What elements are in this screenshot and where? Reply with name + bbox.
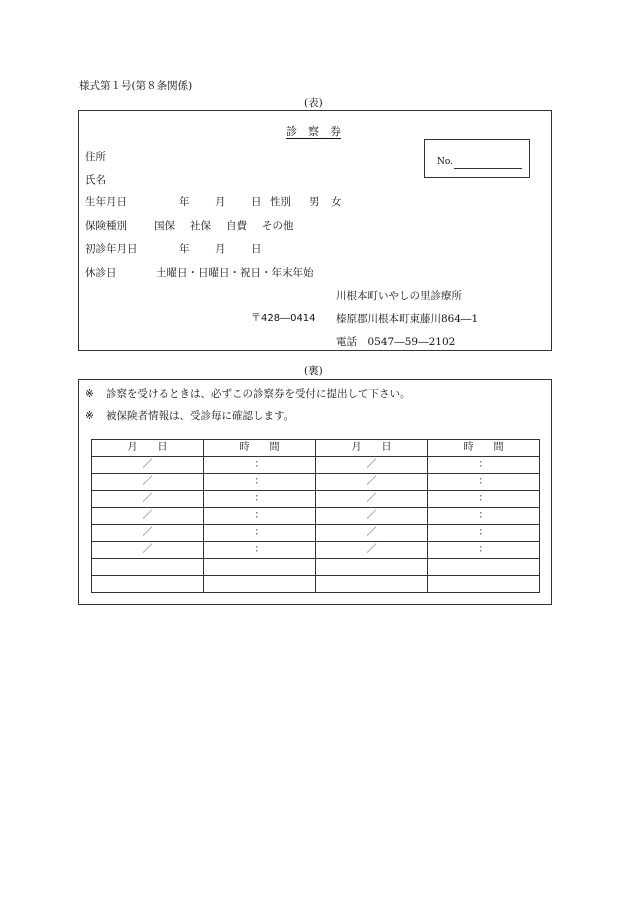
date-cell: ／ [92, 491, 204, 508]
birth-month: 月 [215, 196, 226, 208]
note-2: 被保険者情報は、受診毎に確認します。 [106, 410, 295, 422]
date-cell: ／ [92, 457, 204, 474]
date-cell: ／ [316, 474, 428, 491]
time-cell: ： [428, 457, 540, 474]
birth-day: 日 [251, 196, 262, 208]
insurance-self: 自費 [226, 220, 247, 232]
time-cell: ： [204, 542, 316, 559]
note-1: 診察を受けるときは、必ずこの診察券を受付に提出して下さい。 [106, 388, 411, 400]
table-row [92, 542, 540, 559]
closed-label: 休診日 [85, 267, 117, 279]
time-cell: ： [204, 474, 316, 491]
closed-days: 土曜日・日曜日・祝日・年末年始 [156, 267, 314, 279]
table-row [92, 576, 540, 593]
table-row [92, 508, 540, 525]
date-cell: ／ [316, 491, 428, 508]
clinic-address: 榛原郡川根本町東藤川864―1 [336, 313, 479, 325]
date-cell: ／ [316, 457, 428, 474]
table-row [92, 457, 540, 474]
number-box [424, 139, 530, 178]
date-cell [92, 576, 204, 593]
insurance-national: 国保 [154, 220, 175, 232]
date-cell: ／ [316, 508, 428, 525]
time-cell: ： [428, 474, 540, 491]
time-cell: ： [204, 525, 316, 542]
header-time-2: 時 間 [428, 440, 540, 457]
time-cell: ： [204, 457, 316, 474]
time-cell [428, 576, 540, 593]
first-visit-day: 日 [251, 243, 262, 255]
insurance-label: 保険種別 [85, 220, 127, 232]
header-time-1: 時 間 [204, 440, 316, 457]
time-cell [204, 576, 316, 593]
date-cell [92, 559, 204, 576]
first-visit-month: 月 [215, 243, 226, 255]
note-mark-1: ※ [85, 388, 94, 400]
time-cell: ： [204, 491, 316, 508]
time-cell: ： [428, 491, 540, 508]
date-cell [316, 559, 428, 576]
visit-record-table [91, 439, 540, 593]
birth-label: 生年月日 [85, 196, 127, 208]
date-cell: ／ [92, 474, 204, 491]
date-cell: ／ [316, 542, 428, 559]
first-visit-year: 年 [179, 243, 190, 255]
sex-male: 男 [309, 196, 320, 208]
time-cell: ： [428, 525, 540, 542]
date-cell: ／ [316, 525, 428, 542]
date-cell: ／ [92, 525, 204, 542]
clinic-name: 川根本町いやしの里診療所 [336, 290, 462, 302]
time-cell: ： [204, 508, 316, 525]
number-label: No. [437, 157, 453, 167]
back-side-label: (裏) [304, 365, 323, 377]
postal-code: 〒428―0414 [251, 313, 316, 324]
front-side-label: (表) [304, 97, 323, 109]
table-row [92, 474, 540, 491]
insurance-social: 社保 [190, 220, 211, 232]
birth-year: 年 [179, 196, 190, 208]
card-title: 診 察 券 [286, 125, 341, 138]
number-line [454, 168, 522, 169]
front-card [78, 110, 552, 351]
time-cell: ： [428, 508, 540, 525]
note-mark-2: ※ [85, 410, 94, 422]
time-cell [428, 559, 540, 576]
form-number: 様式第１号(第８条関係) [79, 80, 193, 92]
visit-table-header-row [92, 440, 540, 457]
header-date-2: 月 日 [316, 440, 428, 457]
header-date-1: 月 日 [92, 440, 204, 457]
table-row [92, 525, 540, 542]
sex-label: 性別 [270, 196, 291, 208]
table-row [92, 491, 540, 508]
first-visit-label: 初診年月日 [85, 243, 138, 255]
name-label: 氏名 [85, 174, 106, 186]
time-cell [204, 559, 316, 576]
sex-female: 女 [331, 196, 342, 208]
address-label: 住所 [85, 151, 106, 163]
date-cell: ／ [92, 542, 204, 559]
insurance-other: その他 [262, 220, 294, 232]
table-row [92, 559, 540, 576]
date-cell: ／ [92, 508, 204, 525]
date-cell [316, 576, 428, 593]
clinic-phone: 電話 0547―59―2102 [336, 336, 456, 348]
time-cell: ： [428, 542, 540, 559]
